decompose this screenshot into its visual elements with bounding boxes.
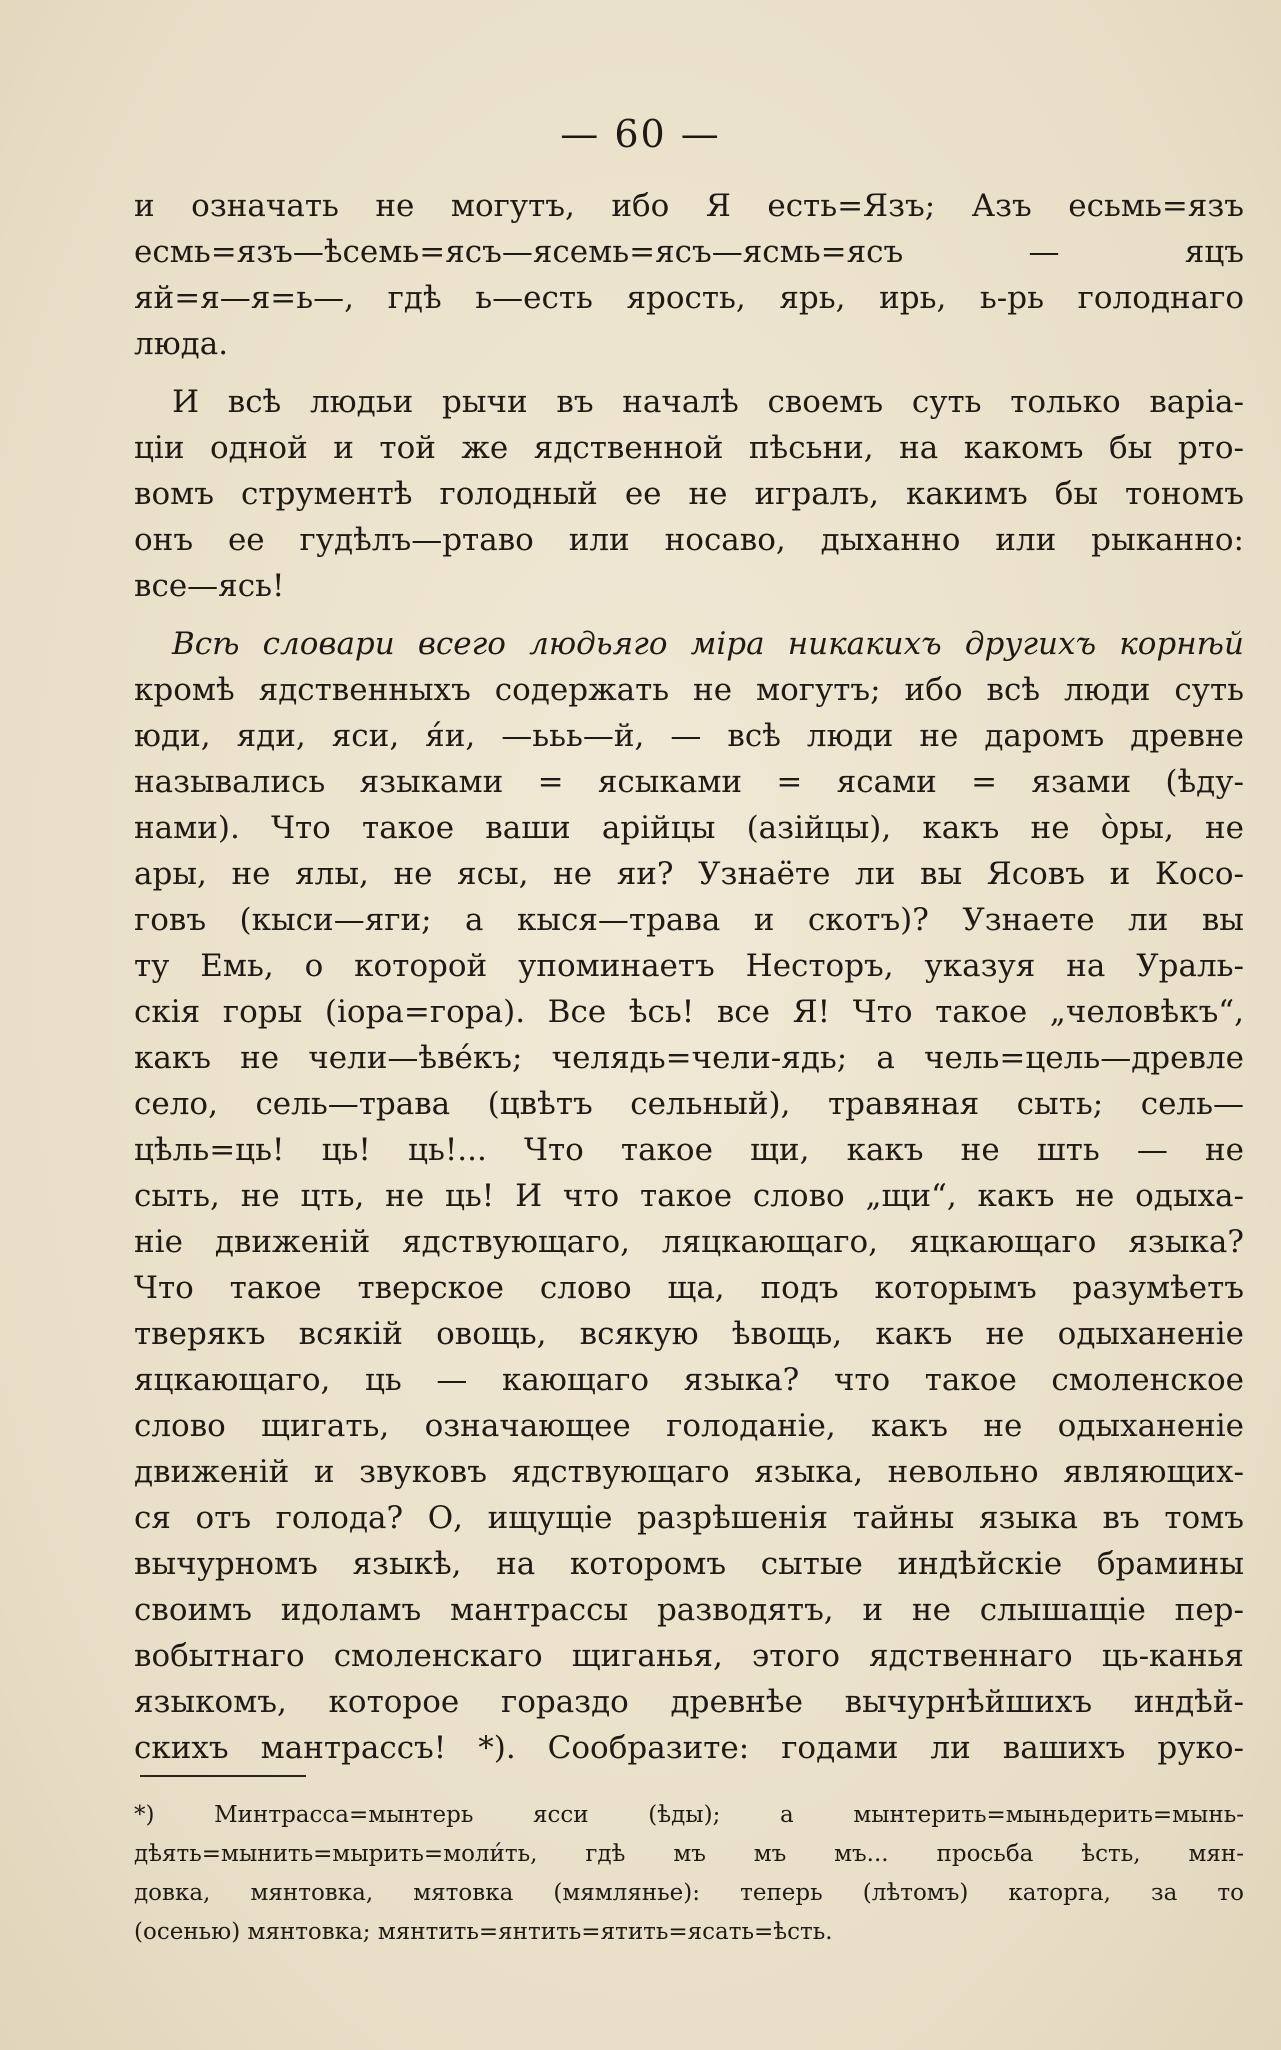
- text-line: Что такое тверское слово ща, подъ которымъ разумѣетъ: [134, 1270, 1244, 1306]
- text-line: кромѣ ядственныхъ содержать не могутъ; ибо всѣ люди суть: [134, 672, 1244, 708]
- text-line: вобытнаго смоленскаго щиганья, этого ядственнаго ць-канья: [134, 1638, 1244, 1674]
- text-line: И всѣ людьи рычи въ началѣ своемъ суть только варіа-: [172, 384, 1244, 420]
- text-line: движеній и звуковъ ядствующаго языка, невольно являющих-: [134, 1454, 1244, 1490]
- text-line: село, сель—трава (цвѣтъ сельный), травяная сыть; сель—: [134, 1086, 1244, 1122]
- footnote: [134, 1796, 1244, 1952]
- text-line: ніе движеній ядствующаго, ляцкающаго, яцкающаго языка?: [134, 1224, 1244, 1260]
- text-line: своимъ идоламъ мантрассы разводятъ, и не слышащіе пер-: [134, 1592, 1244, 1628]
- text-line: ары, не ялы, не ясы, не яи? Узнаёте ли вы Ясовъ и Косо-: [134, 856, 1244, 892]
- text-line: говъ (кыси—яги; а кыся—трава и скотъ)? Узнаете ли вы: [134, 902, 1244, 938]
- text-line: юди, яди, яси, я́и, —ььь—й, — всѣ люди не даромъ древне: [134, 718, 1244, 754]
- text-line: онъ ее гудѣлъ—ртаво или носаво, дыханно или рыканно:: [134, 522, 1244, 558]
- text-line: слово щигать, означающее голоданіе, какъ не одыханеніе: [134, 1408, 1244, 1444]
- text-line: нами). Что такое ваши арійцы (азійцы), какъ не о̀ры, не: [134, 810, 1244, 846]
- text-line: вомъ струментѣ голодный ее не игралъ, какимъ бы тономъ: [134, 476, 1244, 512]
- footnote-divider: [140, 1775, 306, 1777]
- text-line: тверякъ всякій овощь, всякую ѣвощь, какъ не одыханеніе: [134, 1316, 1244, 1352]
- text-line: все—ясь!: [134, 568, 285, 604]
- footnote-line: дѣять=мынить=мырить=моли́ть, гдѣ мъ мъ мъ... просьба ѣсть, мян-: [134, 1841, 1244, 1867]
- footnote-line: *) Минтрасса=мынтерь ясси (ѣды); а мынтерить=мыньдерить=мынь-: [134, 1802, 1244, 1828]
- text-line: скихъ мантрассъ! *). Сообразите: годами ли вашихъ руко-: [134, 1730, 1244, 1766]
- footnote-line: довка, мянтовка, мятовка (мямлянье): теперь (лѣтомъ) каторга, за то: [134, 1880, 1244, 1906]
- text-line: скія горы (іора=гора). Все ѣсь! все Я! Что такое „человѣкъ“,: [134, 994, 1244, 1030]
- text-line: назывались языками = ясыками = ясами = язами (ѣду-: [134, 764, 1244, 800]
- text-line: яй=я—я=ь—, гдѣ ь—есть ярость, ярь, ирь, ь-рь голоднаго: [134, 280, 1244, 316]
- text-line: яцкающаго, ць — кающаго языка? что такое смоленское: [134, 1362, 1244, 1398]
- footnote-line: (осенью) мянтовка; мянтить=янтить=ятить=ясать=ѣсть.: [134, 1919, 833, 1945]
- text-line: сыть, не цть, не ць! И что такое слово „щи“, какъ не одыха-: [134, 1178, 1244, 1214]
- text-line: Всѣ словари всего людьяго міра никакихъ другихъ корнѣй: [172, 626, 1244, 662]
- text-line: и означать не могутъ, ибо Я есть=Язъ; Азъ есьмь=язъ: [134, 188, 1244, 224]
- text-line: какъ не чели—ѣве́къ; челядь=чели-ядь; а чель=цель—древле: [134, 1040, 1244, 1076]
- page-number: — 60 —: [560, 112, 721, 156]
- text-line: ту Емь, о которой упоминаетъ Несторъ, указуя на Ураль-: [134, 948, 1244, 984]
- text-line: люда.: [134, 326, 229, 362]
- text-line: языкомъ, которое гораздо древнѣе вычурнѣйшихъ индѣй-: [134, 1684, 1244, 1720]
- text-line: есмь=язъ—ѣсемь=ясъ—ясемь=ясъ—ясмь=ясъ — яцъ: [134, 234, 1244, 270]
- main-text: [134, 183, 1244, 1771]
- text-line: ціи одной и той же ядственной пѣсьни, на какомъ бы рто-: [134, 430, 1244, 466]
- text-line: цѣль=ць! ць! ць!... Что такое щи, какъ не шть — не: [134, 1132, 1244, 1168]
- text-line: вычурномъ языкѣ, на которомъ сытые индѣйскіе брамины: [134, 1546, 1244, 1582]
- text-line: ся отъ голода? О, ищущіе разрѣшенія тайны языка въ томъ: [134, 1500, 1244, 1536]
